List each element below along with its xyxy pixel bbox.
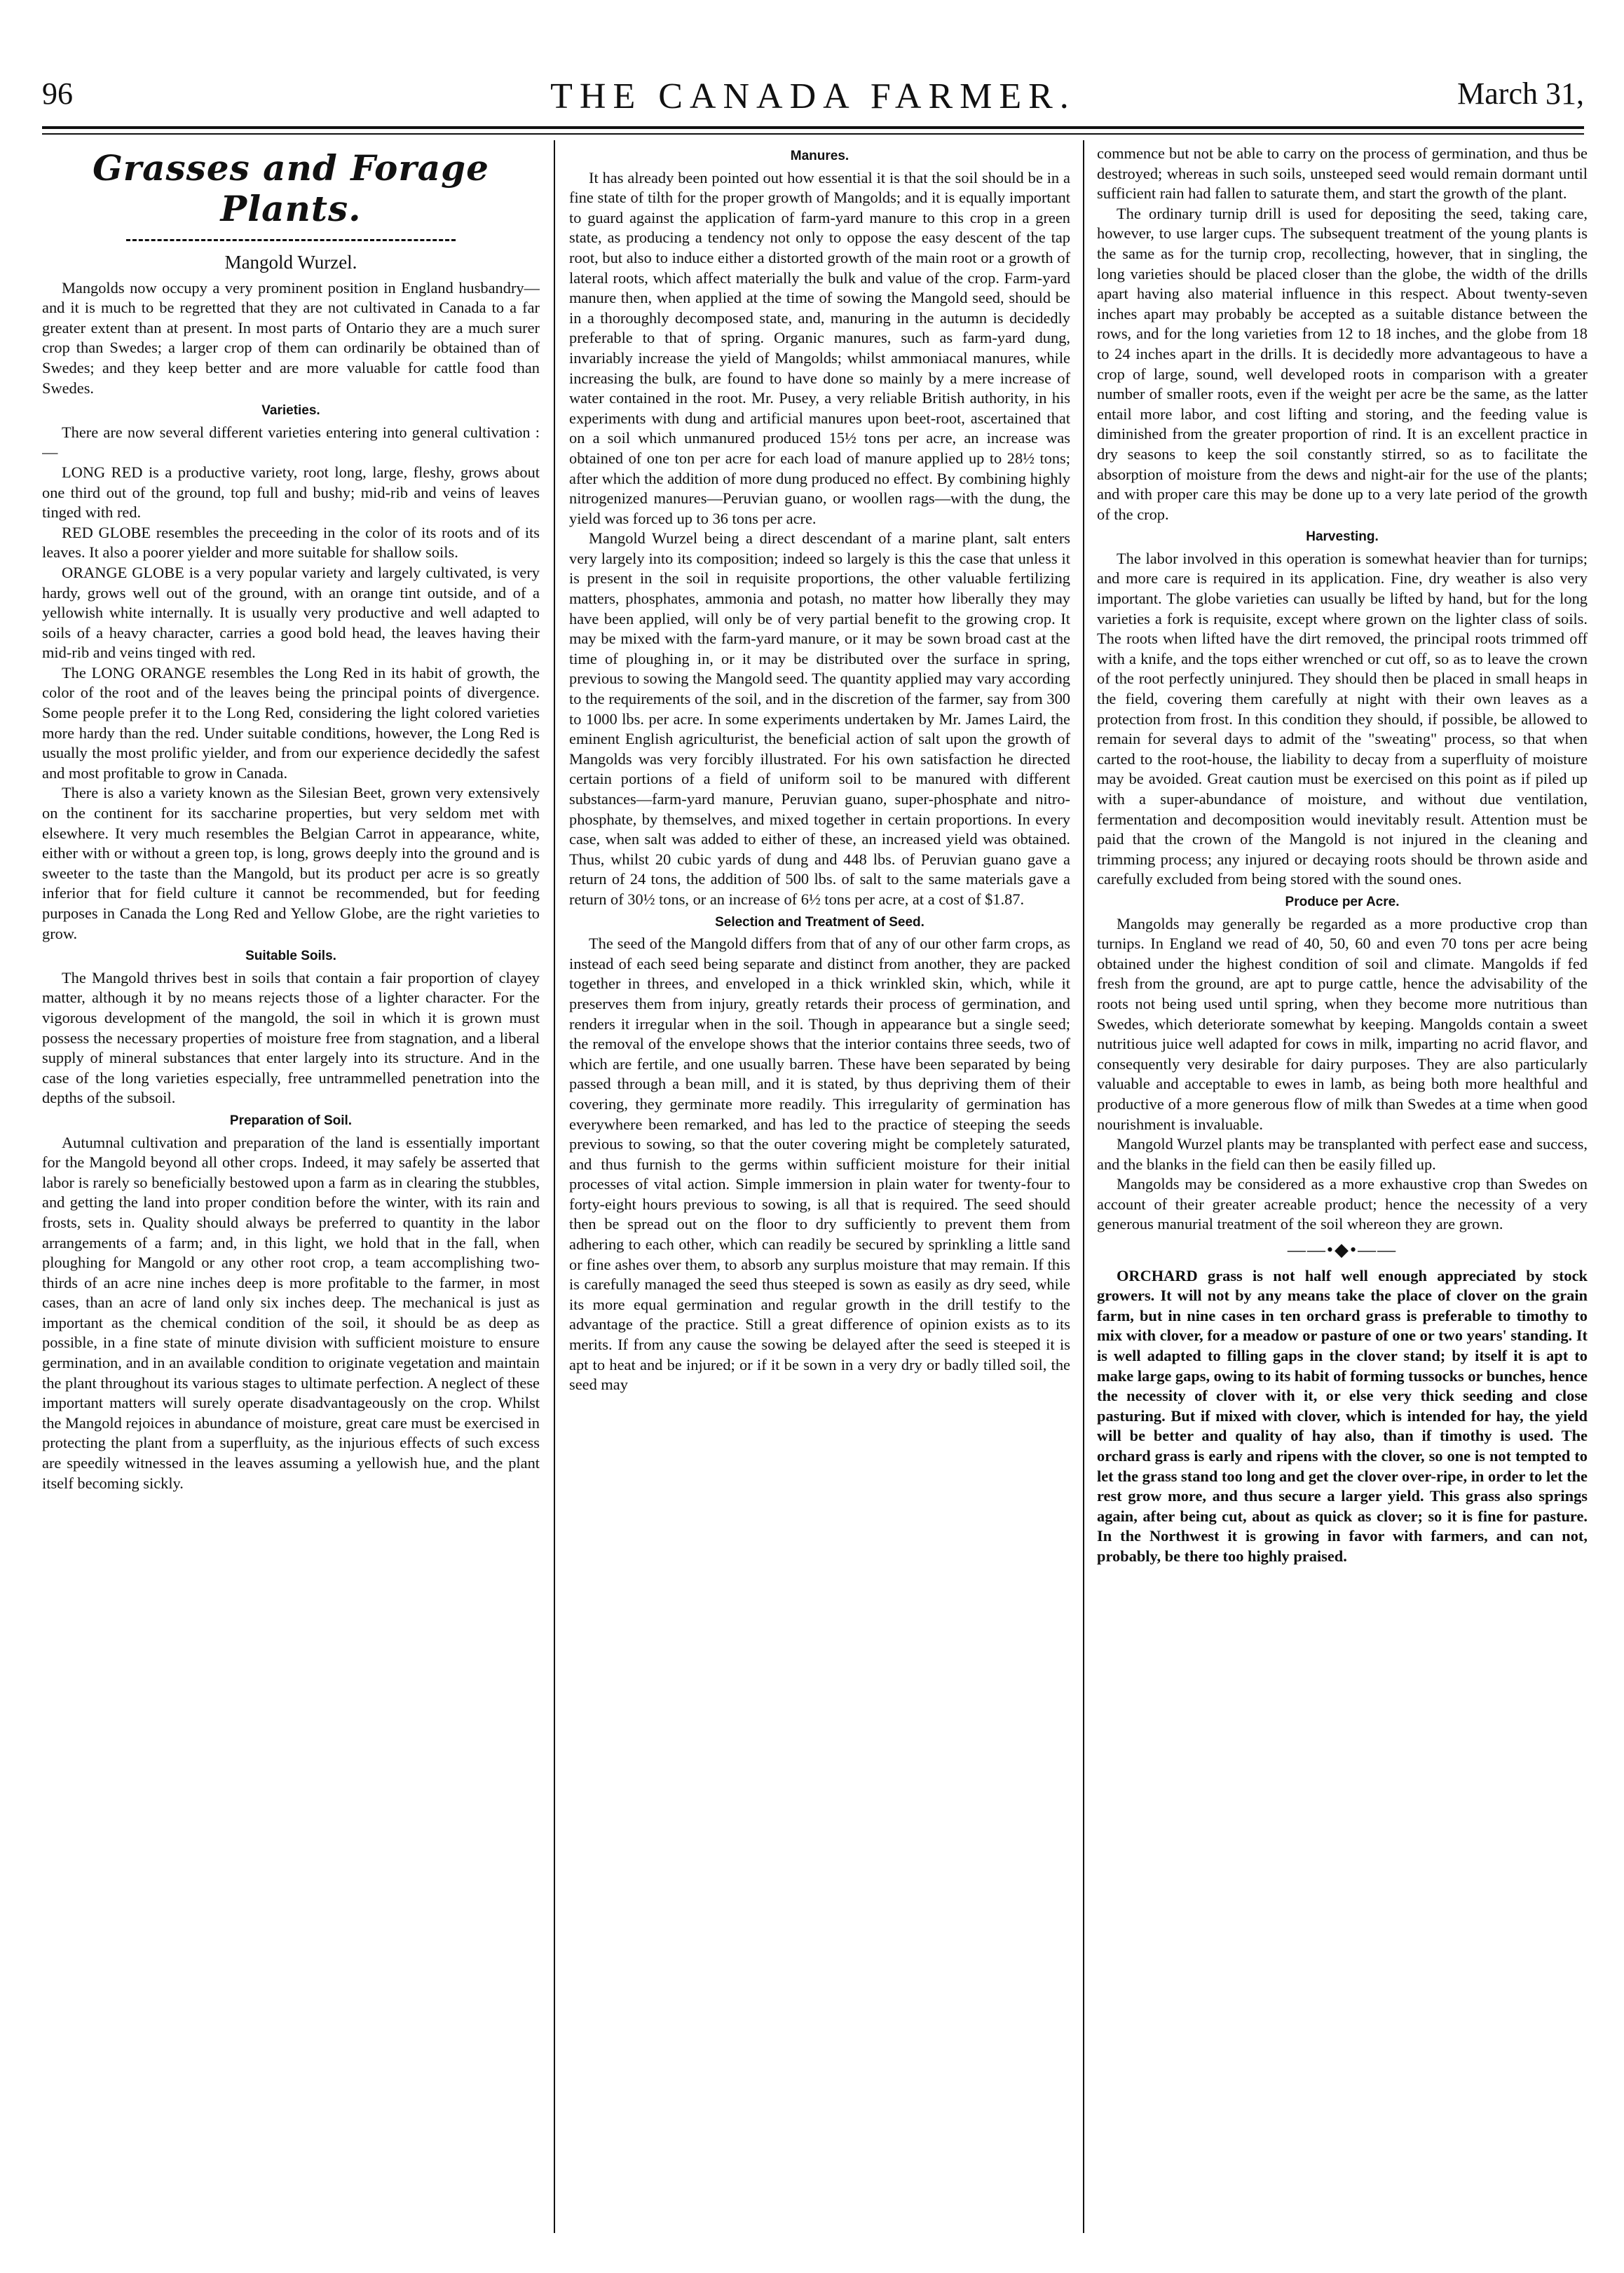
- paragraph: The ordinary turnip drill is used for depositing the seed, taking care, however, to use larger cups. The subsequent treatment of the young plants is the same as for the turnip crop, recollecting, however, that in singling, the long varieties should be placed closer than the globe, the width of the drills apart having also material influence in this respect. About twenty-seven inches apart may probably be accepted as a suitable distance between the rows, and for the long varieties from 12 to 18 inches, and the globe from 18 to 24 inches apart in the drills. It is decidedly more advantageous to have a crop of large, sound, well developed roots in comparison with a greater number of smaller roots, even if the weight per acre be the same, as the latter entail more labor, and cost lifting and storing, and the feeding value is diminished from the greater proportion of rind. It is an excellent practice in dry seasons to keep the soil constantly stirred, so as to facilitate the absorption of moisture from the dews and night-air for the use of the plants; and with proper care this may be done up to a very late period of the growth of the crop.: [1097, 204, 1588, 523]
- column-rule: [554, 140, 555, 2233]
- paragraph: The LONG ORANGE resembles the Long Red in its habit of growth, the color of the root and of the leaves being the principal points of divergence. Some people prefer it to the Long Red, considering the light colored varieties more hardy than the red. Under suitable conditions, however, the Long Red is usually the most prolific yielder, and from our experience decidedly the safest and most profitable to grow in Canada.: [42, 663, 540, 782]
- paragraph: Mangold Wurzel plants may be transplanted with perfect ease and success, and the blanks in the field can then be easily filled up.: [1097, 1135, 1588, 1173]
- paragraph: Mangolds now occupy a very prominent position in England husbandry—and it is much to be regretted that they are not cultivated in Canada to a far greater extent than at present. In most parts of Ontario they are a much surer crop than Swedes; a larger crop of them can ordinarily be obtained than of Swedes; and they keep better and are more valuable for cattle food than Swedes.: [42, 278, 540, 397]
- paragraph: The labor involved in this operation is somewhat heavier than for turnips; and more care is required in its application. Fine, dry weather is also very important. The globe varieties can usually be lifted by hand, but for the long varieties a fork is requisite, except where grown on the lighter class of soils. The roots when lifted have the dirt removed, the principal roots trimmed off with a knife, and the tops either wrenched or cut off, so as to leave the crown of the root perfectly uninjured. They should then be placed in small heaps in the field, covering them carefully at night with their own leaves as a protection from frost. In this condition they should, if possible, be allowed to remain for several days to admit of the "sweating" process, so that when carted to the root-house, the liability to decay from a superfluity of moisture may be avoided. Great caution must be exercised on this point as if piled up with a super-abundance of moisture, and without due ventilation, fermentation and decomposition would inevitably result. Attention must be paid that the crown of the Mangold is not injured in the cleaning and trimming process; any injured or decaying roots should be thrown aside and carefully excluded from being stored with the sound ones.: [1097, 549, 1588, 888]
- section-heading: Manures.: [790, 149, 849, 163]
- divider: [126, 239, 456, 241]
- issue-date: March 31,: [1457, 76, 1584, 111]
- paragraph: The seed of the Mangold differs from that of any of our other farm crops, as instead of each seed being separate and distinct from another, they are packed together in threes, and enveloped in a thick wrinkled skin, which, while it preserves them from injury, greatly retards their process of germination, and renders it irregular when in the soil. Though in appearance but a single seed; the removal of the envelope shows that the interior contains three seeds, two of which are fertile, and one usually barren. These have been separated by being passed through a bean mill, and it is stated, by thus depriving them of their covering, they germinate more readily. This irregularity of germination has everywhere been remarked, and has led to the practice of steeping the seeds previous to sowing, so that the outer covering might be completely saturated, and thus furnish to the germs within sufficient moisture for their initial processes of vital action. Simple immersion in plain water for twenty-four to forty-eight hours previous to sowing, is all that is required. The seed should then be spread out on the floor to dry sufficiently to prevent them from adhering to each other, which can readily be secured by sprinkling a little sand or fine ashes over them, to absorb any surplus moisture that may remain. If this is carefully managed the seed thus steeped is sown as easily as dry seed, while its more equal germination and regular growth in the drill testify to the advantage of the practice. Still a great difference of opinion exists as to its merits. If from any cause the sowing be delayed after the seed is steeped it is apt to heat and be injured; or if it be sown in a very dry or badly tilled soil, the seed may: [569, 935, 1070, 1394]
- column-1: [42, 144, 540, 2230]
- paragraph: ORCHARD grass is not half well enough appreciated by stock growers. It will not by any means take the place of clover on the grain farm, but in nine cases in ten orchard grass is preferable to timothy to mix with clover, for a meadow or pasture of one or two years' standing. It is well adapted to filling gaps in the clover stand; by itself it is apt to make large gaps, owing to its habit of forming tussocks or bunches, hence the necessity of clover with it, or else very thick seeding and close pasturing. But if mixed with clover, which is intended for hay, the yield will be better and quality of hay also, than if timothy is used. The orchard grass is early and ripens with the clover, so one is not tempted to let the grass stand too long and get the clover over-ripe, in order to let the rest grow more, and thus secure a larger yield. This grass also springs again, after being cut, about as quick as clover; so it is fine for pasture. In the Northwest it is growing in favor with farmers, and can not, probably, be there too highly praised.: [1097, 1266, 1588, 1565]
- section-heading: Varieties.: [261, 403, 320, 419]
- section-heading: Preparation of Soil.: [229, 1113, 353, 1128]
- page-header: [42, 76, 1584, 132]
- column-rule: [1083, 140, 1084, 2233]
- column-2: [569, 144, 1070, 2230]
- header-rule-thin: [42, 133, 1584, 135]
- section-heading: Selection and Treatment of Seed.: [715, 914, 924, 930]
- header-rule: [42, 126, 1584, 129]
- section-heading: Suitable Soils.: [245, 949, 336, 964]
- paragraph: The Mangold thrives best in soils that contain a fair proportion of clayey matter, although it by no means rejects those of a lighter character. For the vigorous development of the mangold, the soil in which it is grown must possess the necessary properties of moisture free from stagnation, and a liberal supply of mineral substances that enter largely into its structure. And in the case of the long varieties especially, free untrammelled penetration into the depths of the subsoil.: [42, 968, 540, 1107]
- paragraph: Mangolds may generally be regarded as a more productive crop than turnips. In England we read of 40, 50, 60 and even 70 tons per acre being obtained under the highest condition of soil and climate. Mangolds if fed fresh from the ground, are apt to purge cattle, hence the advisability of the roots not being used until spring, when they become more nutritious than Swedes, which deteriorate somewhat by keeping. Mangolds contain a sweet nutritious juice well adapted for cows in milk, imparting no acrid flavor, and consequently very desirable for dairy purposes. They are also particularly valuable and acceptable to ewes in lamb, as being both more healthful and productive of a more generous flow of milk than Swedes at a time when good nourishment is invaluable.: [1097, 914, 1588, 1133]
- ornament-divider: ——•◆•——: [1287, 1240, 1398, 1261]
- paragraph: Autumnal cultivation and preparation of the land is essentially important for the Mangold beyond all other crops. Indeed, it may safely be asserted that labor is rarely so beneficially bestowed upon a farm as in clearing the stubbles, and getting the land into proper condition before the winter, with its rain and frosts, sets in. Quality should always be preferred to quantity in the labor arrangements of a farm; and, in this light, we hold that in the fall, when ploughing for Mangold or any other root crop, a team accomplishing two-thirds of an acre nine inches deep is more profitable to the farmer, in most cases, than an acre of land only six inches deep. The mechanical is just as important as the chemical condition of the soil, it should be as deep as possible, in a fine state of minute division with sufficient moisture to ensure germination, and in an available condition to originate vegetation and maintain the plant throughout its various stages to ultimate perfection. A neglect of these important matters will surely operate disadvantageously on the crop. Whilst the Mangold rejoices in abundance of moisture, great care must be exercised in protecting the plant from a superfluity, as the injurious effects of such excess are speedily witnessed in the leaves assuming a yellowish hue, and the plant itself becoming sickly.: [42, 1133, 540, 1492]
- page-number: 96: [42, 76, 73, 111]
- paragraph: Mangold Wurzel being a direct descendant of a marine plant, salt enters very largely into its composition; indeed so largely is this the case that unless it is present in the soil in requisite proportions, the other valuable fertilizing matters, phosphates, ammonia and potash, no matter how liberally they may have been applied, will only be of very partial benefit to the growing crop. It may be mixed with the farm-yard manure, or it may be sown broad cast at the time of ploughing in, or it may be distributed over the surface in spring, previous to sowing the Mangold seed. The quantity applied may vary according to the requirements of the soil, and in the discretion of the farmer, say from 300 to 1000 lbs. per acre. In some experiments undertaken by Mr. James Laird, the eminent English agriculturist, the beneficial action of salt upon the growth of Mangolds was very forcibly illustrated. For his own satisfaction he directed certain portions of a field of uniform soil to be manured with different substances—farm-yard manure, Peruvian guano, super-phosphate and nitro-phosphate, by themselves, and mixed together in certain proportions. In every case, when salt was added to either of these, an increased yield was obtained. Thus, whilst 20 cubic yards of dung and 448 lbs. of Peruvian guano gave a return of 24 tons, the addition of 500 lbs. of salt to the same materials gave a return of 30½ tons, or an increase of 6½ tons per acre, at a cost of $1.87.: [569, 529, 1070, 908]
- paragraph: commence but not be able to carry on the process of germination, and thus be destroyed; whereas in such soils, unsteeped seed would remain dormant until sufficient rain had fallen to saturate them, and start the growth of the plant.: [1097, 144, 1588, 203]
- paragraph: Mangolds may be considered as a more exhaustive crop than Swedes on account of their greater acreable product; hence the necessity of a very generous manurial treatment of the soil whereon they are grown.: [1097, 1175, 1588, 1233]
- section-heading: Harvesting.: [1306, 529, 1379, 545]
- paragraph: LONG RED is a productive variety, root long, large, fleshy, grows about one third out of the ground, top full and bushy; mid-rib and veins of leaves tinged with red.: [42, 463, 540, 522]
- article-title: Mangold Wurzel.: [224, 252, 357, 273]
- paragraph: It has already been pointed out how essential it is that the soil should be in a fine state of tilth for the proper growth of Mangolds; and it is equally important to guard against the application of farm-yard manure to this crop in a green state, as producing a tendency not only to oppose the easy descent of the tap root, but also to induce either a distorted growth of the main root or a growth of lateral roots, which affect materially the bulk and value of the crop. Farm-yard manure then, when applied at the time of sowing the Mangold seed, should be in a thoroughly decomposed state, and, manuring in the autumn is decidedly preferable to that of spring. Organic manures, such as farm-yard dung, invariably increase the yield of Mangolds; whilst ammoniacal manures, while increasing the bulk, are found to have done so mainly by a mere increase of water contained in the root. Mr. Pusey, a very reliable British authority, in his experiments with dung and artificial manures upon beet-root, ascertained that on a soil which unmanured produced 15½ tons per acre, an increase was obtained of one ton per acre for each load of manure applied up to 28½ tons; after which the addition of more dung produced no effect. By combining highly nitrogenized manures—Peruvian guano, or woollen rags—with the dung, the yield was forced up to 36 tons per acre.: [569, 168, 1070, 527]
- section-heading: Produce per Acre.: [1285, 894, 1400, 909]
- column-3: [1097, 144, 1588, 2230]
- paragraph: ORANGE GLOBE is a very popular variety and largely cultivated, is very hardy, grows well out of the ground, with an orange tint outside, and of a yellowish white internally. It is usually very productive and well adapted to soils of a heavy character, carries a good bold head, the leaves having their mid-rib and veins tinged with red.: [42, 563, 540, 662]
- paragraph: RED GLOBE resembles the preceeding in the color of its roots and of its leaves. It also a poorer yielder and more suitable for shallow soils.: [42, 523, 540, 562]
- paragraph: There are now several different varieties entering into general cultivation :—: [42, 423, 540, 461]
- masthead: THE CANADA FARMER.: [550, 76, 1076, 116]
- department-heading: Grasses and Forage Plants.: [93, 147, 489, 229]
- paragraph: There is also a variety known as the Silesian Beet, grown very extensively on the continent for its saccharine properties, but very seldom met with elsewhere. It very much resembles the Belgian Carrot in appearance, white, either with or without a green top, is long, grows deeply into the ground and is sweeter to the taste than the Mangold, but its product per acre is so greatly inferior that for field culture it cannot be recommended, but for feeding purposes in Canada the Long Red and Yellow Globe, are the right varieties to grow.: [42, 784, 540, 942]
